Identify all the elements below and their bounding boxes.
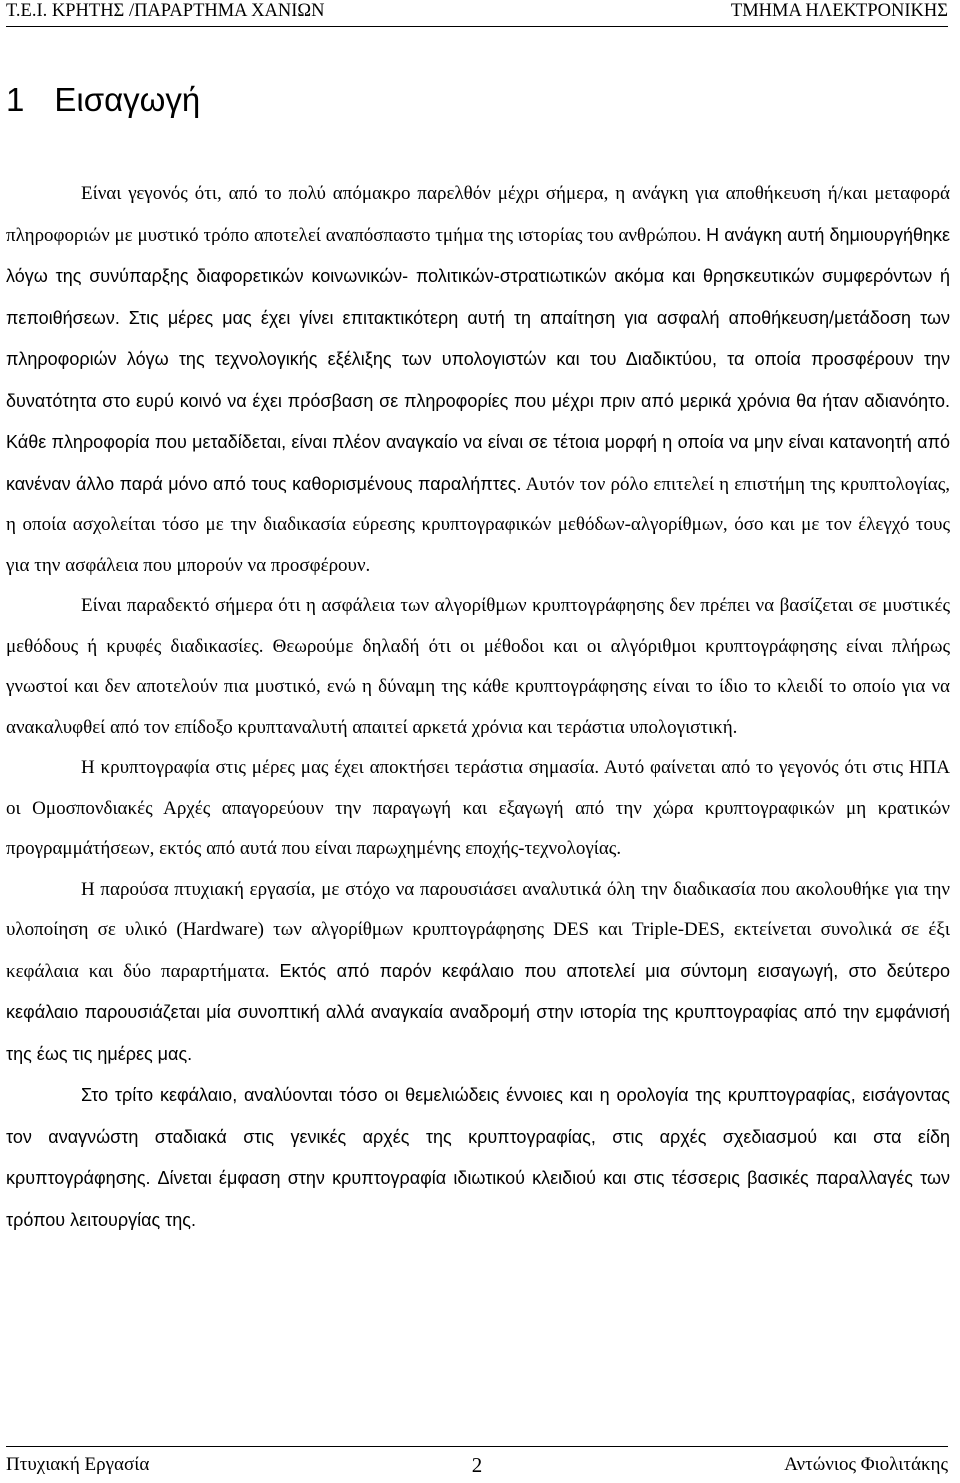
paragraph-2-sentence-a: Είναι παραδεκτό σήμερα ότι η ασφάλεια των αλγορίθμων κρυπτογράφησης δεν πρέπει να βασίζεται σε μυστικές μεθόδους ή κρυφές διαδικασίες. [6, 595, 950, 657]
paragraph-1-sentence-b: Η ανάγκη αυτή δημιουργήθηκε λόγω της συνύπαρξης διαφορετικών κοινωνικών- πολιτικών-στρατιωτικών ακόμα και θρησκευτικών συμφερόντων ή πεποιθήσεων. [6, 224, 951, 328]
paragraph-1-sentence-d: Κάθε πληροφορία που μεταδίδεται, είναι πλέον αναγκαίο να είναι σε τέτοια μορφή η οποία να μην είναι κατανοητή από κανέναν άλλο παρά μόνο από τους καθορισμένους παραλήπτες. [6, 432, 950, 494]
footer-document-type: Πτυχιακή Εργασία [6, 1454, 150, 1475]
paragraph-5-sentence-b: Δίνεται έμφαση στην κρυπτογραφία ιδιωτικού κλειδιού και στις τέσσερις βασικές παραλλαγές των τρόπου λειτουργίας της. [6, 1168, 950, 1230]
chapter-title-text: Εισαγωγή [54, 81, 201, 118]
paragraph-3-sentence-a: Η κρυπτογραφία στις μέρες μας έχει αποκτήσει τεράστια σημασία. [81, 757, 600, 778]
paragraph-1-sentence-a: Είναι γεγονός ότι, από το πολύ απόμακρο παρελθόν μέχρι σήμερα, η ανάγκη για αποθήκευση ή/και μεταφορά πληροφοριών με μυστικό τρόπο αποτελεί αναπόσπαστο τμήμα της ιστορίας του ανθρώπου. [6, 183, 950, 246]
paragraph-2 [6, 586, 950, 748]
paragraph-3 [6, 748, 950, 870]
paragraph-3-sentence-b: Αυτό φαίνεται από το γεγονός ότι στις ΗΠΑ οι Ομοσπονδιακές Αρχές απαγορεύουν την παραγωγή και εξαγωγή από την χώρα κρυπτογραφικών μη κρατικών προγραμμάτήσεων, εκτός από αυτά που είναι παρωχημένης εποχής-τεχνολογίας. [6, 757, 951, 859]
running-header [6, 0, 948, 27]
paragraph-2-sentence-b: Θεωρούμε δηλαδή ότι οι μέθοδοι και οι αλγόριθμοι κρυπτογράφησης είναι πλήρως γνωστοί και δεν αποτελούν πια μυστικό, ενώ η δύναμη της κάθε κρυπτογράφησης είναι το ίδιο το κλειδί το οποίο για να ανακαλυφθεί από τον επίδοξο κρυπταναλυτή απαιτεί αρκετά χρόνια και τεράστια υπολογιστική. [6, 635, 950, 738]
header-department: ΤΜΗΜΑ ΗΛΕΚΤΡΟΝΙΚΗΣ [730, 1, 948, 21]
chapter-title [6, 78, 200, 122]
paragraph-1-sentence-c: Στις μέρες μας έχει γίνει επιτακτικότερη αυτή τη απαίτηση για ασφαλή αποθήκευση/μετάδοση των πληροφοριών λόγω της τεχνολογικής εξέλιξης των υπολογιστών και του Διαδικτύου, τα οποία προσφέρουν την δυνατότητα στο ευρύ κοινό να έχει πρόσβαση σε πληροφορίες που μέχρι πριν από μερικά χρόνια θα ήταν αδιανόητο. [6, 307, 950, 411]
footer-page-number: 2 [471, 1453, 483, 1477]
paragraph-4 [6, 870, 950, 1076]
running-footer [6, 1446, 948, 1481]
paragraph-4-sentence-a: Η παρούσα πτυχιακή εργασία, με στόχο να παρουσιάσει αναλυτικά όλη την διαδικασία που ακολουθήκε για την υλοποίηση σε υλικό (Hardware) των αλγορίθμων κρυπτογράφησης DES και Triple-DES, εκτείνεται συνολικά σε έξι κεφάλαια και δύο παραρτήματα. [6, 878, 950, 982]
header-institution: Τ.Ε.Ι. ΚΡΗΤΗΣ /ΠΑΡΑΡΤΗΜΑ ΧΑΝΙΩΝ [6, 1, 325, 21]
paragraph-1-sentence-e: Αυτόν τον ρόλο επιτελεί η επιστήμη της κρυπτολογίας, η οποία ασχολείται τόσο με την διαδικασία εύρεσης κρυπτογραφικών μεθόδων-αλγορίθμων, όσο και με τον έλεγχό τους για την ασφάλεια που μπορούν να προσφέρουν. [6, 473, 950, 576]
paragraph-1 [6, 174, 950, 586]
chapter-number: 1 [6, 81, 25, 118]
body-text [6, 174, 950, 1241]
paragraph-5 [6, 1075, 950, 1241]
paragraph-4-sentence-b: Εκτός από παρόν κεφάλαιο που αποτελεί μια σύντομη εισαγωγή, στο δεύτερο κεφάλαιο παρουσιάζεται μία συνοπτική αλλά αναγκαία αναδρομή στην ιστορία της κρυπτογραφίας από την εμφάνισή της έως τις ημέρες μας. [6, 960, 951, 1064]
paragraph-5-sentence-a: Στο τρίτο κεφάλαιο, αναλύονται τόσο οι θεμελιώδεις έννοιες και η ορολογία της κρυπτογραφίας, εισάγοντας τον αναγνώστη σταδιακά στις γενικές αρχές της κρυπτογραφίας, στις αρχές σχεδιασμού και στα είδη κρυπτογράφησης. [6, 1085, 950, 1188]
footer-author: Αντώνιος Φιολιτάκης [784, 1454, 948, 1475]
